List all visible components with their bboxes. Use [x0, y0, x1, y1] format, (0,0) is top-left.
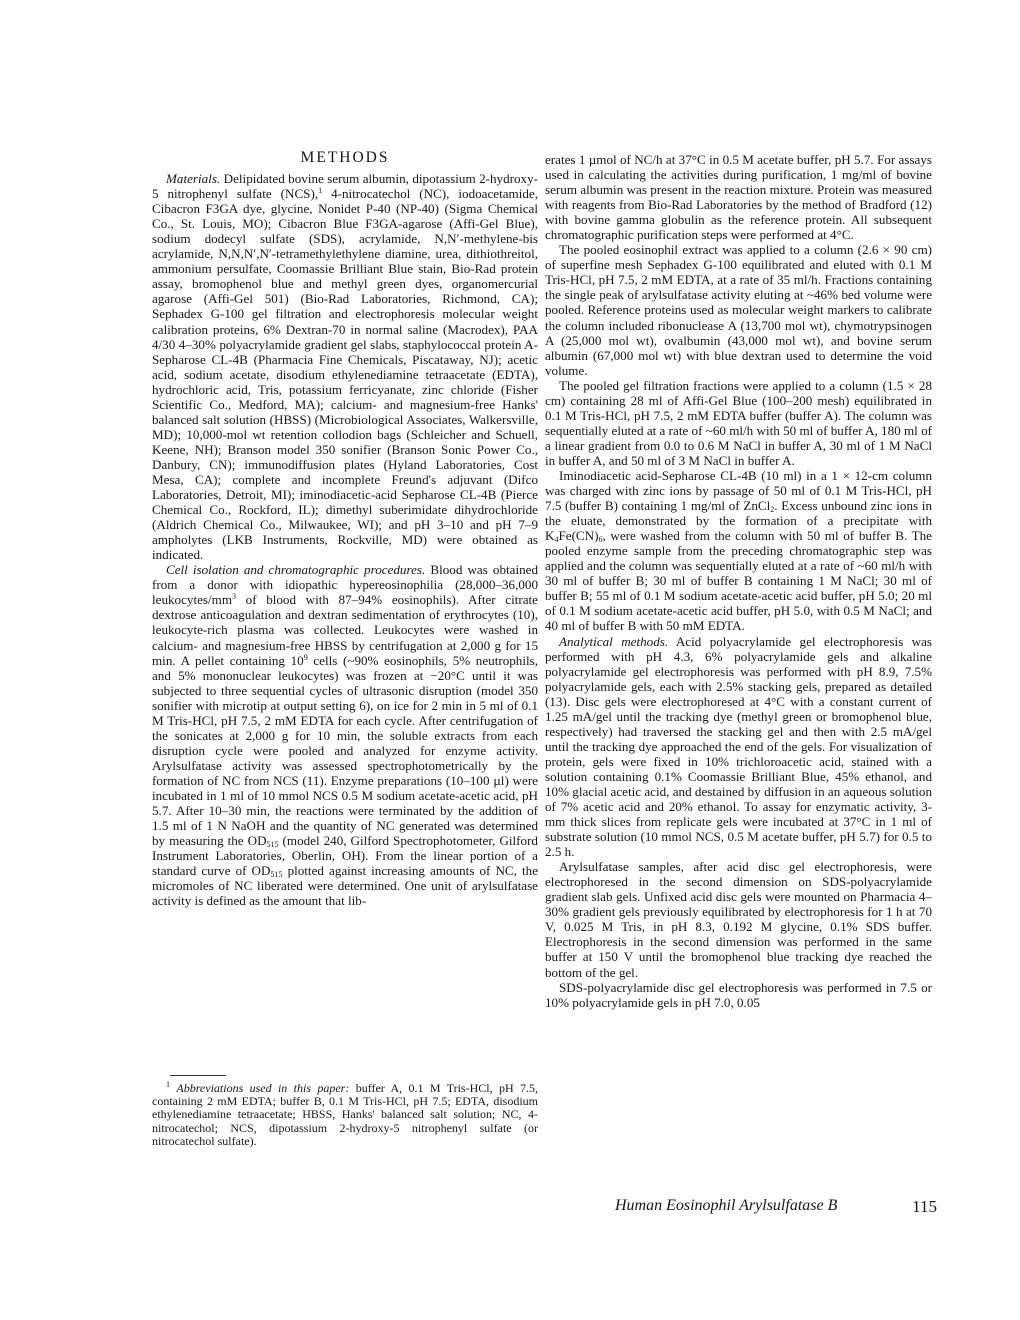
right-column [545, 152, 932, 1010]
cell-isolation-label: Cell isolation and chromatographic procedures. [166, 562, 426, 578]
imino-text-4: , were washed from the column with 50 ml of buffer B. The pooled enzyme sample from the preceding chromatographic step was applied and the column was sequentially eluted at a rate of ~60 ml/h with 30 ml of buffer B; 30 ml of buffer B containing 1 M NaCl; 30 ml of buffer B; 55 ml of 0.1 M sodium acetate-acetic acid buffer, pH 5.0; 20 ml of 0.1 M sodium acetate-acetic acid buffer, pH 5.0, with 0.5 M NaCl; and 40 ml of buffer B with 50 mM EDTA. [545, 528, 932, 634]
gel-filtration-paragraph: The pooled gel filtration fractions were applied to a column (1.5 × 28 cm) containing 28 ml of Affi-Gel Blue (100–200 mesh) equilibrated in 0.1 M Tris-HCl, pH 7.5, 2 mM EDTA buffer (buffer A). The column was sequentially eluted at a rate of ~60 ml/h with 50 ml of buffer A, 180 ml of a linear gradient from 0.0 to 0.6 M NaCl in buffer A, 30 ml of 1 M NaCl in buffer A, and 50 ml of 3 M NaCl in buffer A. [545, 377, 932, 468]
analytical-label: Analytical methods. [559, 633, 669, 649]
cell-isolation-paragraph [152, 562, 538, 908]
cell-text-1: Blood was obtained from a donor with idiopathic hypereosinophilia (28,000–36,000 leukocytes/mm [152, 562, 538, 608]
cell-sub-1: 515 [266, 840, 279, 850]
materials-text-2: 4-nitrocatechol (NC), iodoacetamide, Cibacron F3GA dye, glycine, Nonidet P-40 (NP-40) (Sigma Chemical Co., St. Louis, MO); Cibacron Blue F3GA-agarose (Affi-Gel Blue), sodium dodecyl sulfate (SDS), acrylamide, N,N′-methylene-bis acrylamide, N,N,N′,N′-tetramethylethylene diamine, urea, dithiothreitol, ammonium persulfate, Coomassie Brilliant Blue stain, Bio-Rad protein assay, bromophenol blue and methyl green dyes, organomercurial agarose (Affi-Gel 501) (Bio-Rad Laboratories, Richmond, CA); Sephadex G-100 gel filtration and electrophoresis molecular weight calibration proteins, 6% Dextran-70 in normal saline (Macrodex), PAA 4/30 4–30% polyacrylamide gradient gel slabs, staphylococcal protein A-Sepharose CL-4B (Pharmacia Fine Chemicals, Piscataway, NJ); acetic acid, sodium acetate, disodium ethylenediamine tetraacetate (EDTA), hydrochloric acid, Tris, potassium ferricyanate, zinc chloride (Fisher Scientific Co., Medford, MA); calcium- and magnesium-free Hanks' balanced salt solution (HBSS) (Microbiological Associates, Walkersville, MD); 10,000-mol wt retention collodion bags (Schleicher and Schuell, Keene, NH); Branson model 350 sonifier (Branson Sonic Power Co., Danbury, CN); immunodiffusion plates (Hyland Laboratories, Cost Mesa, CA); complete and incomplete Freund's adjuvant (Difco Laboratories, Detroit, MI); iminodiacetic-acid Sepharose CL-4B (Pierce Chemical Co., Rockford, IL); dimethyl suberimidate dihydrochloride (Aldrich Chemical Co., Milwaukee, WI); and pH 3–10 and pH 7–9 ampholytes (LKB Instruments, Rockville, MD) were obtained as indicated. [152, 186, 538, 563]
pooled-extract-paragraph: The pooled eosinophil extract was applied to a column (2.6 × 90 cm) of superfine mesh Sephadex G-100 equilibrated and eluted with 0.1 M Tris-HCl, pH 7.5, 2 mM EDTA, at a rate of 35 ml/h. Fractions containing the single peak of arylsulfatase activity eluting at ~46% bed volume were pooled. Reference proteins used as molecular weight markers to calibrate the column included ribonuclease A (13,700 mol wt), chymotrypsinogen A (25,000 mol wt), ovalbumin (43,000 mol wt), and bovine serum albumin (67,000 mol wt) with blue dextran used to determine the void volume. [545, 242, 932, 378]
cell-sup-2: 9 [303, 652, 308, 662]
cell-text-4: (model 240, Gilford Spectrophotometer, Gilford Instrument Laboratories, Oberlin, OH). From the linear portion of a standard curve of OD [152, 833, 538, 879]
cell-text-3: cells (~90% eosinophils, 5% neutrophils, and 5% mononuclear leukocytes) was frozen at −20°C until it was subjected to three sequential cycles of ultrasonic disruption (model 350 sonifier with microtip at output setting 6), on ice for 2 min in 5 ml of 0.1 M Tris-HCl, pH 7.5, 2 mM EDTA for each cycle. After centrifugation of the sonicates at 2,000 g for 10 min, the soluble extracts from each disruption cycle were pooled and analyzed for enzyme activity. Arylsulfatase activity was assessed spectrophotometrically by the formation of NC from NCS (11). Enzyme preparations (10–100 µl) were incubated in 1 ml of 10 mmol NCS 0.5 M sodium acetate-acetic acid, pH 5.7. After 10–30 min, the reactions were terminated by the addition of 1.5 ml of 1 N NaOH and the quantity of NC generated was determined by measuring the OD [152, 652, 538, 849]
section-heading: METHODS [300, 149, 390, 166]
cell-sup-1: 3 [232, 592, 237, 602]
continued-paragraph: erates 1 µmol of NC/h at 37°C in 0.5 M acetate buffer, pH 5.7. For assays used in calculating the activities during purification, 1 mg/ml of bovine serum albumin was present in the reaction mixture. Protein was measured with reagents from Bio-Rad Laboratories by the method of Bradford (12) with bovine gamma globulin as the reference protein. All subsequent chromatographic purification steps were performed at 4°C. [545, 152, 932, 243]
analytical-text: Acid polyacrylamide gel electrophoresis was performed with pH 4.3, 6% polyacrylamide gels and alkaline polyacrylamide gel electrophoresis was performed with pH 8.9, 7.5% polyacrylamide gels, each with 2.5% stacking gels, prepared as detailed (13). Disc gels were electrophoresed at 4°C with a constant current of 1.25 mA/gel until the tracking dye (methyl green or bromophenol blue, respectively) had traversed the stacking gel and then with 2.5 mA/gel until the tracking dye approached the end of the gels. For visualization of protein, gels were fixed in 10% trichloroacetic acid, stained with a solution containing 0.1% Coomassie Brilliant Blue, 45% ethanol, and 10% glacial acetic acid, and destained by diffusion in an aqueous solution of 7% acetic acid and 20% ethanol. To assay for enzymatic activity, 3-mm thick slices from replicate gels were incubated at 37°C in 1 ml of substrate solution (10 mmol NCS, 0.5 M acetate buffer, pH 5.7) for 0.5 to 2.5 h. [545, 633, 932, 860]
cell-text-5: plotted against increasing amounts of NC, the micromoles of NC liberated were determined. One unit of arylsulfatase activity is defined as the amount that lib- [152, 863, 539, 909]
footnote-ref: 1 [318, 186, 323, 196]
materials-text-1: Delipidated bovine serum albumin, dipotassium 2-hydroxy-5 nitrophenyl sulfate (NCS), [152, 171, 538, 202]
imino-text-1: Iminodiacetic acid-Sepharose CL-4B (10 ml) in a 1 × 12-cm column was charged with zinc ions by passage of 50 ml of 0.1 M Tris-HCl, pH 7.5 (buffer B) containing 1 mg/ml of ZnCl [545, 467, 932, 514]
sds-paragraph: SDS-polyacrylamide disc gel electrophoresis was performed in 7.5 or 10% polyacrylamide gels in pH 7.0, 0.05 [545, 979, 932, 1010]
footnote-label: Abbreviations used in this paper: [176, 1081, 350, 1095]
imino-sub-1: 2 [770, 505, 775, 515]
imino-text-3: Fe(CN) [558, 528, 599, 544]
iminodiacetic-paragraph [545, 468, 932, 634]
footnote-marker: 1 [166, 1080, 170, 1089]
cell-sub-2: 515 [270, 870, 283, 880]
footnote-divider [170, 1075, 226, 1076]
materials-paragraph [152, 171, 538, 562]
arylsulfatase-paragraph: Arylsulfatase samples, after acid disc gel electrophoresis, were electrophoresed in the second dimension on SDS-polyacrylamide gradient slab gels. Unfixed acid disc gels were mounted on Pharmacia 4–30% gradient gels previously equilibrated by electrophoresis for 1 h at 70 V, 0.025 M Tris, in pH 8.3, 0.192 M glycine, 0.1% SDS buffer. Electrophoresis in the second dimension was performed in the same buffer at 150 V until the bromophenol blue tracking dye reached the bottom of the gel. [545, 859, 932, 980]
page-number: 115 [912, 1197, 937, 1216]
footnote-text: buffer A, 0.1 M Tris-HCl, pH 7.5, containing 2 mM EDTA; buffer B, 0.1 M Tris-HCl, pH 7.5; EDTA, disodium ethylenediamine tetraacetate; HBSS, Hanks' balanced salt solution; NC, 4-nitrocatechol; NCS, dipotassium 2-hydroxy-5 nitrophenyl sulfate (or nitrocatechol sulfate). [152, 1081, 538, 1148]
running-title: Human Eosinophil Arylsulfatase B [615, 1197, 838, 1214]
imino-sub-2: 4 [554, 535, 559, 545]
footnote [152, 1082, 538, 1148]
imino-text-2: . Excess unbound zinc ions in the eluate, demonstrated by the formation of a precipitate with K [545, 498, 932, 544]
left-column [152, 150, 538, 908]
imino-sub-3: 6 [598, 535, 603, 545]
cell-text-2: of blood with 87–94% eosinophils). After citrate dextrose anticoagulation and dextran sedimentation of erythrocytes (10), leukocyte-rich plasma was collected. Leukocytes were washed in calcium- and magnesium-free HBSS by centrifugation at 2,000 g for 15 min. A pellet containing 10 [152, 592, 538, 668]
footnote-paragraph [152, 1082, 538, 1148]
analytical-methods-paragraph [545, 634, 932, 860]
materials-label: Materials. [166, 171, 221, 187]
